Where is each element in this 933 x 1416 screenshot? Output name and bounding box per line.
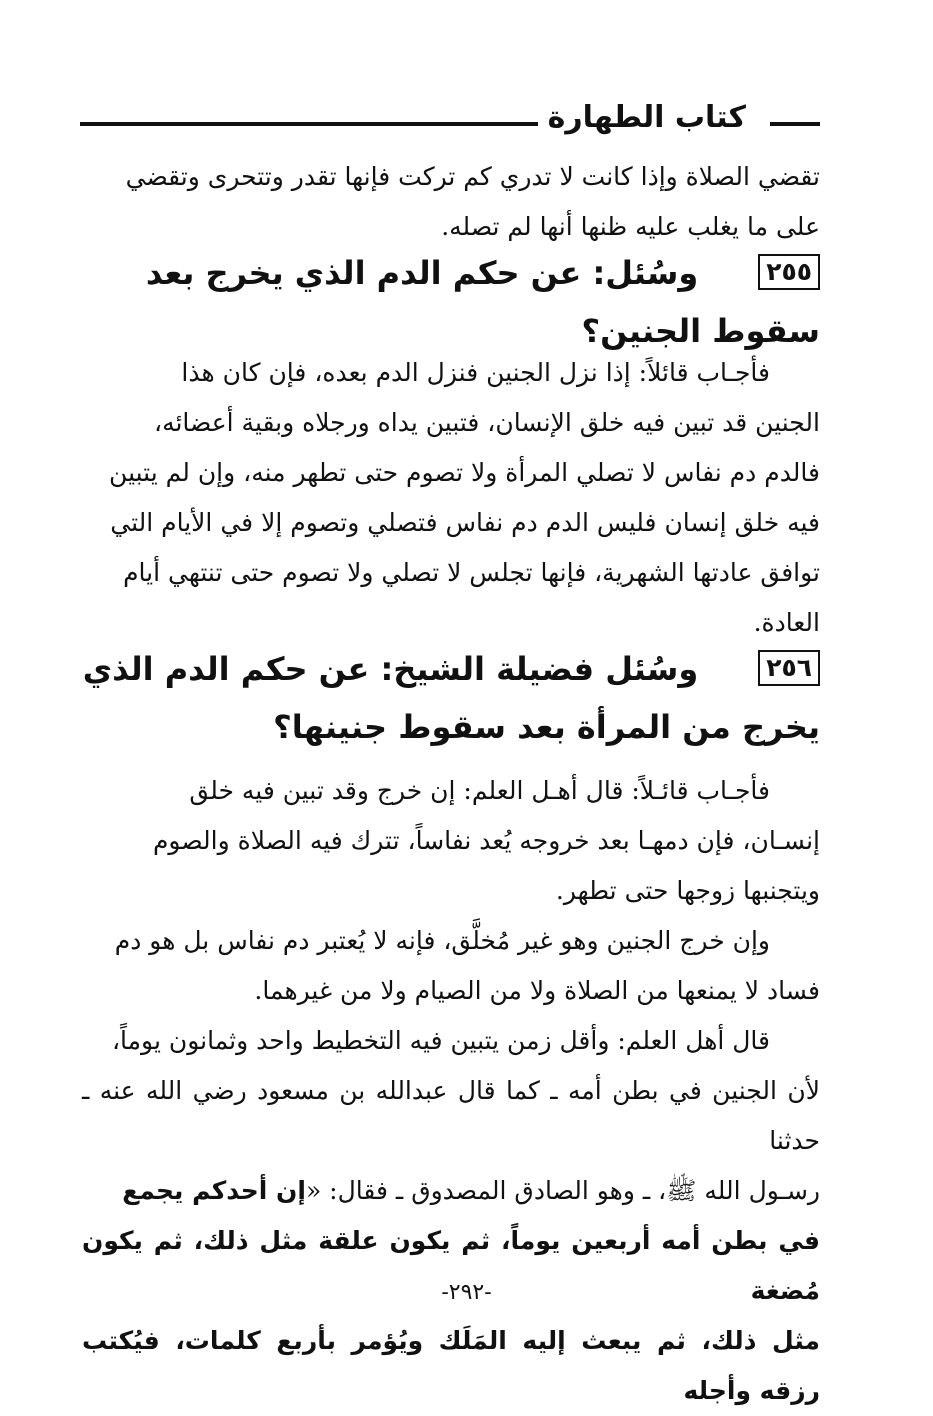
- text-line: تقضي الصلاة وإذا كانت لا تدري كم تركت فإنها تقدر وتتحرى وتقضي: [125, 162, 820, 191]
- question-text: وسُئل فضيلة الشيخ: عن حكم الدم الذي يخرج من المرأة بعد سقوط جنينها؟: [82, 650, 820, 746]
- text-line: فساد لا يمنعها من الصلاة ولا من الصيام ولا من غيرهما.: [254, 976, 820, 1005]
- text-line: العادة.: [753, 608, 820, 637]
- text-line: فأجـاب قائـلاً: قال أهـل العلم: إن خرج وقد تبين فيه خلق: [189, 776, 770, 805]
- hadith-text: إن أحدكم يجمع: [122, 1176, 306, 1205]
- page-number: -٢٩٢-: [441, 1280, 492, 1305]
- text-line: على ما يغلب عليه ظنها أنها لم تصله.: [441, 212, 820, 241]
- question-number: ٢٥٥: [758, 254, 820, 290]
- question-256: [82, 640, 820, 756]
- text-line: الجنين قد تبين فيه خلق الإنسان، فتبين يداه ورجلاه وبقية أعضائه،: [154, 408, 820, 437]
- header-rule-left: [80, 122, 560, 126]
- text-line: توافق عادتها الشهرية، فإنها تجلس لا تصلي ولا تصوم حتى تنتهي أيام: [123, 558, 820, 587]
- question-255: [82, 244, 820, 360]
- hadith-text: مثل ذلك، ثم يبعث إليه المَلَك ويُؤمر بأربع كلمات، فيُكتب رزقه وأجله: [82, 1326, 820, 1405]
- hadith-intro: رسـول الله ﷺ، ـ وهو الصادق المصدوق ـ فقال: «: [305, 1176, 820, 1205]
- text-line: إنسـان، فإن دمهـا بعد خروجه يُعد نفاساً، تترك فيه الصلاة والصوم: [152, 826, 820, 855]
- header-rule-right: [770, 122, 820, 126]
- answer-256: [82, 766, 820, 1416]
- answer-255: [82, 348, 820, 648]
- running-header: [80, 96, 820, 146]
- text-line: وإن خرج الجنين وهو غير مُخلَّق، فإنه لا يُعتبر دم نفاس بل هو دم: [114, 926, 770, 955]
- text-line: فأجـاب قائلاً: إذا نزل الجنين فنزل الدم بعده، فإن كان هذا: [181, 358, 770, 387]
- text-line: لأن الجنين في بطن أمه ـ كما قال عبدالله بن مسعود رضي الله عنه ـ حدثنا: [82, 1076, 820, 1155]
- question-number: ٢٥٦: [758, 650, 820, 686]
- text-line: فالدم دم نفاس لا تصلي المرأة ولا تصوم حتى تطهر منه، وإن لم يتبين: [109, 458, 820, 487]
- header-title: كتاب الطهارة: [538, 98, 756, 138]
- text-line: [82, 1166, 820, 1216]
- hadith-text: في بطن أمه أربعين يوماً، ثم يكون علقة مثل ذلك، ثم يكون مُضغة: [82, 1226, 820, 1305]
- text-line: ويتجنبها زوجها حتى تطهر.: [555, 876, 820, 905]
- question-text: وسُئل: عن حكم الدم الذي يخرج بعد سقوط الجنين؟: [145, 254, 820, 350]
- text-line: قال أهل العلم: وأقل زمن يتبين فيه التخطيط واحد وثمانون يوماً،: [111, 1026, 770, 1055]
- paragraph-intro: [82, 152, 820, 252]
- text-line: فيه خلق إنسان فليس الدم دم نفاس فتصلي وتصوم إلا في الأيام التي: [110, 508, 820, 537]
